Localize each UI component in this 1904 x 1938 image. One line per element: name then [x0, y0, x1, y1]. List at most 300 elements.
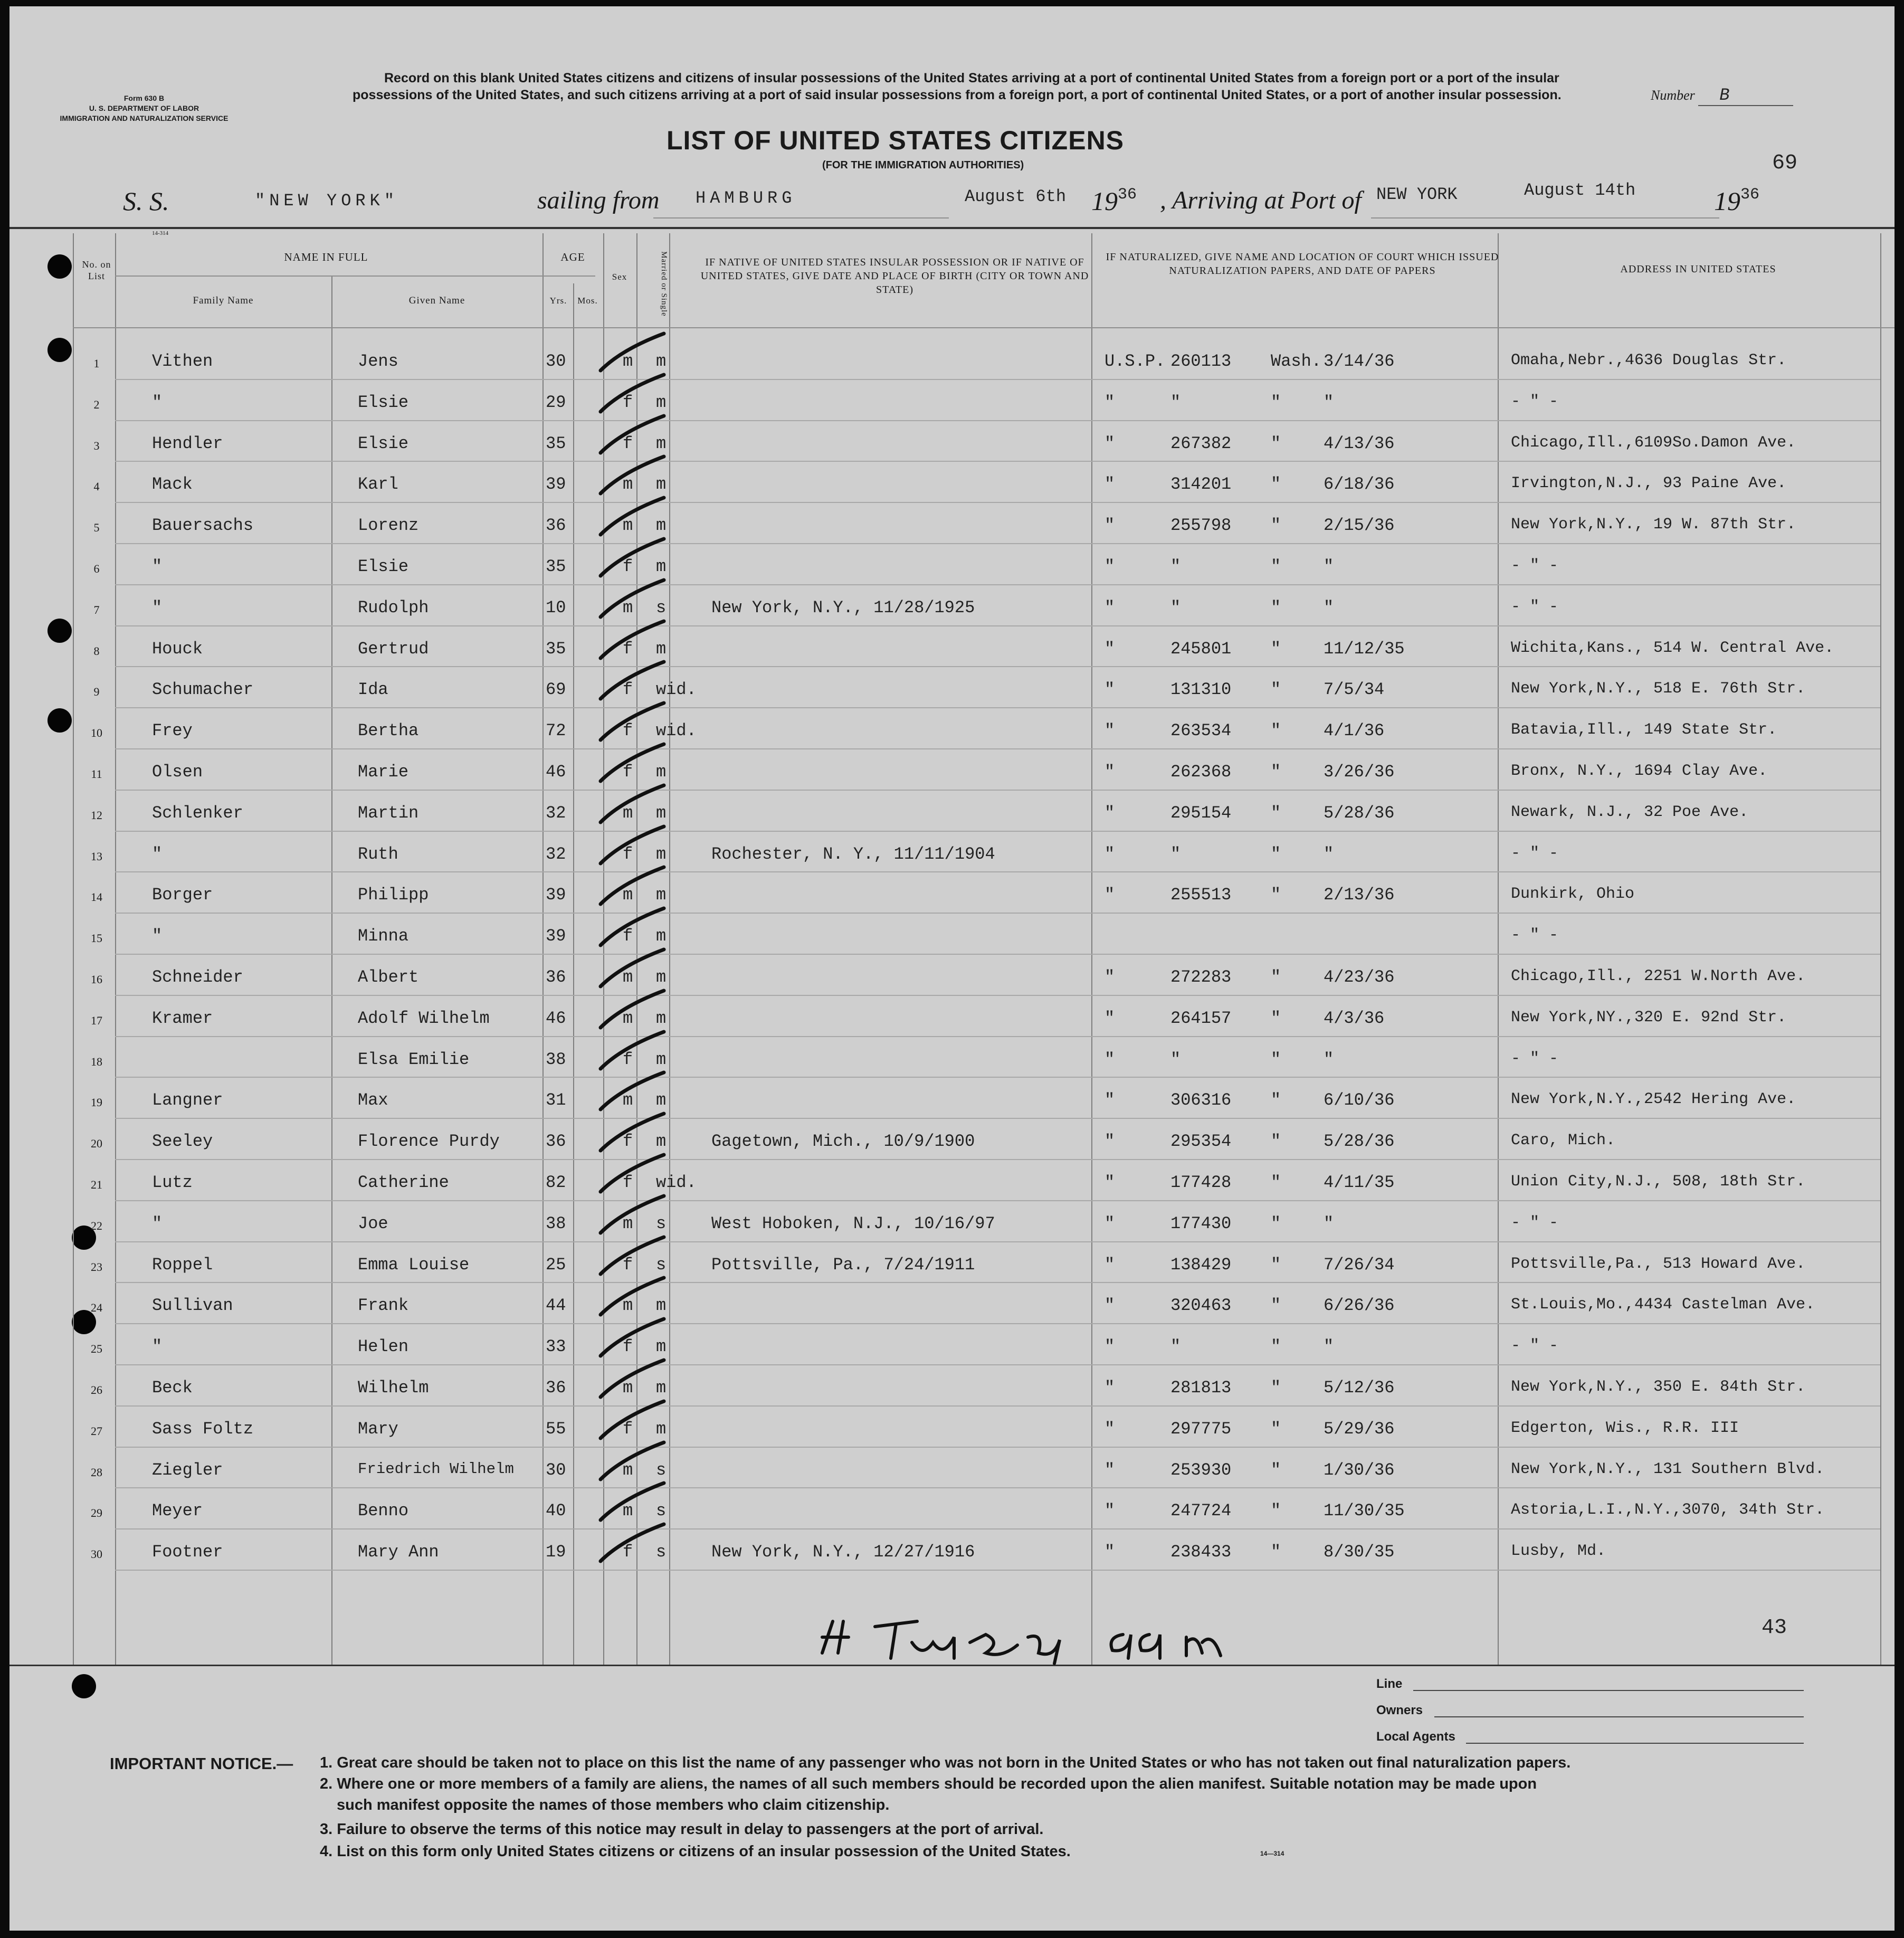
certificate-number: 314201: [1170, 474, 1232, 495]
family-name: ": [152, 1213, 163, 1233]
certificate-number: 253930: [1170, 1460, 1232, 1480]
table-row: [9, 1201, 1895, 1242]
sex: m: [623, 597, 633, 618]
court: ": [1105, 803, 1115, 823]
birth-place-date: Pottsville, Pa., 7/24/1911: [711, 1255, 975, 1275]
arrival-year: [1714, 186, 1759, 216]
check-mark-icon: [590, 492, 674, 540]
court: ": [1105, 1090, 1115, 1110]
court: ": [1105, 1419, 1115, 1439]
birth-place-date: Rochester, N. Y., 11/11/1904: [711, 844, 995, 864]
certificate-number: 263534: [1170, 721, 1232, 741]
given-name: Elsa Emilie: [358, 1049, 470, 1069]
family-name: Borger: [152, 885, 213, 905]
sex: f: [623, 1255, 633, 1275]
table-row: [9, 1324, 1895, 1365]
row-number: 20: [91, 1137, 102, 1151]
manifest-page: [9, 6, 1895, 1931]
row-number: 3: [93, 439, 100, 452]
certificate-number: 177428: [1170, 1173, 1232, 1192]
family-name: Lutz: [152, 1173, 193, 1192]
court: ": [1105, 680, 1115, 700]
family-name: Houck: [152, 639, 203, 659]
sex: f: [623, 557, 633, 576]
form-number: Form 630 B: [123, 94, 165, 102]
family-name: ": [152, 557, 163, 576]
given-name: Elsie: [358, 557, 409, 576]
sex: f: [623, 1542, 633, 1562]
table-row: [9, 996, 1895, 1037]
us-address: - " -: [1511, 1049, 1559, 1068]
col-header-birth: IF NATIVE OF UNITED STATES INSULAR POSSESSION OR IF NATIVE OF UNITED STATES, GIVE DATE AND PLACE OF BIRTH (CITY OR TOWN AND STATE): [700, 256, 1089, 296]
us-address: New York,NY.,320 E. 92nd Str.: [1511, 1008, 1787, 1027]
court-location: ": [1271, 516, 1281, 536]
sex: f: [623, 762, 633, 782]
age-years: 36: [546, 1378, 566, 1398]
court: U.S.P.: [1105, 352, 1166, 371]
court-location: ": [1271, 1213, 1281, 1233]
given-name: Max: [358, 1090, 388, 1110]
arrival-year-prefix: 19: [1714, 186, 1740, 216]
given-name: Mary: [358, 1419, 398, 1439]
court: ": [1105, 557, 1115, 576]
us-address: Bronx, N.Y., 1694 Clay Ave.: [1511, 762, 1768, 780]
row-number: 1: [93, 357, 100, 370]
check-mark-icon: [590, 369, 674, 417]
form-id-block: [60, 93, 229, 124]
page-subtitle: (FOR THE IMMIGRATION AUTHORITIES): [822, 159, 1024, 171]
given-name: Elsie: [358, 433, 409, 453]
check-mark-icon: [590, 575, 674, 622]
paper-date: 5/28/36: [1324, 1132, 1395, 1152]
family-name: Schneider: [152, 967, 243, 987]
paper-date: 4/23/36: [1324, 967, 1395, 987]
age-years: 30: [546, 1460, 566, 1480]
court: ": [1105, 433, 1115, 453]
paper-date: ": [1324, 557, 1334, 576]
paper-date: 11/30/35: [1324, 1501, 1405, 1521]
court-location: ": [1271, 1132, 1281, 1152]
court: ": [1105, 1132, 1115, 1152]
given-name: Lorenz: [358, 516, 419, 536]
age-years: 39: [546, 885, 566, 905]
row-number: 27: [91, 1424, 102, 1438]
table-row: [9, 749, 1895, 791]
marital-status: m: [656, 1049, 667, 1069]
family-name: Langner: [152, 1090, 223, 1110]
court: ": [1105, 474, 1115, 495]
sex: m: [623, 1090, 633, 1110]
given-name: Philipp: [358, 885, 429, 905]
us-address: Dunkirk, Ohio: [1511, 885, 1635, 904]
row-number: 26: [91, 1383, 102, 1396]
given-name: Minna: [358, 926, 409, 946]
sex: m: [623, 1008, 633, 1028]
us-address: - " -: [1511, 392, 1559, 411]
family-name: Bauersachs: [152, 516, 254, 536]
row-number: 22: [91, 1219, 102, 1232]
family-name: Schlenker: [152, 803, 243, 823]
notice-item: 4. List on this form only United States citizens or citizens of an insular possession of the United States.: [320, 1843, 1071, 1860]
col-header-name-in-full: NAME IN FULL: [284, 251, 368, 263]
sex: m: [623, 1213, 633, 1233]
birth-place-date: New York, N.Y., 11/28/1925: [711, 597, 975, 618]
marital-status: m: [656, 1008, 667, 1028]
col-header-age: AGE: [560, 251, 585, 263]
us-address: New York,N.Y., 350 E. 84th Str.: [1511, 1378, 1806, 1396]
table-row: [9, 1530, 1895, 1571]
sailing-year-prefix: 19: [1091, 186, 1118, 216]
given-name: Elsie: [358, 392, 409, 412]
check-mark-icon: [590, 821, 674, 869]
court-location: ": [1271, 1542, 1281, 1562]
court: ": [1105, 597, 1115, 618]
court-location: ": [1271, 392, 1281, 412]
marital-status: m: [656, 433, 667, 453]
court: ": [1105, 721, 1115, 741]
row-number: 29: [91, 1506, 102, 1520]
ss-label: S. S.: [123, 186, 169, 216]
table-row: [9, 1365, 1895, 1407]
sex: m: [623, 1501, 633, 1521]
voyage-underline: [1371, 217, 1719, 218]
court: ": [1105, 1337, 1115, 1357]
sex: m: [623, 885, 633, 905]
family-name: Ziegler: [152, 1460, 223, 1480]
court-location: ": [1271, 803, 1281, 823]
table-row: [9, 708, 1895, 749]
sailing-label: sailing from: [537, 186, 660, 214]
paper-date: 8/30/35: [1324, 1542, 1395, 1562]
row-number: 14: [91, 890, 102, 904]
family-name: Footner: [152, 1542, 223, 1562]
court: ": [1105, 967, 1115, 987]
check-mark-icon: [590, 1437, 674, 1485]
sex: f: [623, 844, 633, 864]
marital-status: wid.: [656, 680, 697, 700]
age-years: 40: [546, 1501, 566, 1521]
page-number: 69: [1772, 151, 1798, 175]
court-location: ": [1271, 474, 1281, 495]
family-name: ": [152, 597, 163, 618]
age-years: 38: [546, 1213, 566, 1233]
certificate-number: 267382: [1170, 433, 1232, 453]
footer-code: 14—314: [1260, 1850, 1284, 1857]
notice-item: 3. Failure to observe the terms of this notice may result in delay to passengers at the port of arrival.: [320, 1821, 1044, 1838]
age-years: 19: [546, 1542, 566, 1562]
marital-status: m: [656, 474, 667, 495]
paper-date: ": [1324, 392, 1334, 412]
table-row: [9, 380, 1895, 421]
court-location: ": [1271, 1419, 1281, 1439]
table-row: [9, 544, 1895, 585]
family-name: Sullivan: [152, 1296, 233, 1316]
table-row: [9, 1242, 1895, 1284]
number-field: [1651, 86, 1793, 106]
check-mark-icon: [590, 1314, 674, 1361]
court: ": [1105, 1008, 1115, 1028]
family-name: Frey: [152, 721, 193, 741]
given-name: Mary Ann: [358, 1542, 439, 1562]
court: ": [1105, 516, 1115, 536]
court: ": [1105, 392, 1115, 412]
paper-date: 2/13/36: [1324, 885, 1395, 905]
sailing-year: [1091, 186, 1137, 216]
us-address: Astoria,L.I.,N.Y.,3070, 34th Str.: [1511, 1501, 1825, 1519]
us-address: St.Louis,Mo.,4434 Castelman Ave.: [1511, 1296, 1815, 1314]
check-mark-icon: [590, 739, 674, 786]
sex: m: [623, 1378, 633, 1398]
given-name: Jens: [358, 352, 398, 371]
paper-date: ": [1324, 597, 1334, 618]
certificate-number: ": [1170, 1337, 1181, 1357]
paper-date: 4/13/36: [1324, 433, 1395, 453]
marital-status: s: [656, 597, 667, 618]
age-years: 32: [546, 844, 566, 864]
family-name: Mack: [152, 474, 193, 495]
age-years: 35: [546, 557, 566, 576]
row-number: 10: [91, 726, 102, 740]
age-years: 39: [546, 926, 566, 946]
sex: m: [623, 352, 633, 371]
check-mark-icon: [590, 698, 674, 745]
us-address: Irvington,N.J., 93 Paine Ave.: [1511, 474, 1787, 493]
paper-date: 5/29/36: [1324, 1419, 1395, 1439]
court-location: ": [1271, 967, 1281, 987]
court: ": [1105, 1542, 1115, 1562]
certificate-number: 281813: [1170, 1378, 1232, 1398]
court-location: ": [1271, 597, 1281, 618]
check-mark-icon: [590, 657, 674, 704]
us-address: - " -: [1511, 597, 1559, 616]
paper-date: ": [1324, 1213, 1334, 1233]
court: ": [1105, 1255, 1115, 1275]
family-name: Kramer: [152, 1008, 213, 1028]
table-row: [9, 1283, 1895, 1324]
paper-date: 11/12/35: [1324, 639, 1405, 659]
row-number: 25: [91, 1342, 102, 1356]
given-name: Bertha: [358, 721, 419, 741]
table-row: [9, 955, 1895, 996]
court-location: ": [1271, 721, 1281, 741]
row-number: 4: [93, 480, 100, 493]
table-row: [9, 667, 1895, 708]
age-years: 35: [546, 639, 566, 659]
age-years: 30: [546, 352, 566, 371]
court-location: ": [1271, 1501, 1281, 1521]
given-name: Catherine: [358, 1173, 449, 1192]
certificate-number: 238433: [1170, 1542, 1232, 1562]
us-address: New York,N.Y.,2542 Hering Ave.: [1511, 1090, 1796, 1109]
sex: m: [623, 1296, 633, 1316]
age-years: 38: [546, 1049, 566, 1069]
us-address: Chicago,Ill., 2251 W.North Ave.: [1511, 967, 1806, 985]
row-number: 6: [93, 562, 100, 575]
age-years: 44: [546, 1296, 566, 1316]
marital-status: m: [656, 762, 667, 782]
check-mark-icon: [590, 616, 674, 663]
certificate-number: 131310: [1170, 680, 1232, 700]
col-header-given: Given Name: [408, 295, 465, 306]
age-years: 46: [546, 762, 566, 782]
given-name: Adolf Wilhelm: [358, 1008, 490, 1028]
col-header-yrs: Yrs.: [549, 296, 567, 306]
row-number: 23: [91, 1260, 102, 1274]
sailing-year-value: 36: [1118, 186, 1137, 204]
notice-heading: IMPORTANT NOTICE.—: [110, 1754, 293, 1773]
certificate-number: ": [1170, 597, 1181, 618]
certificate-number: ": [1170, 557, 1181, 576]
check-mark-icon: [590, 328, 674, 376]
paper-date: 6/18/36: [1324, 474, 1395, 495]
col-header-address: ADDRESS IN UNITED STATES: [1620, 263, 1776, 275]
row-number: 18: [91, 1054, 102, 1068]
paper-date: ": [1324, 1049, 1334, 1069]
agents-label: Local Agents: [1376, 1730, 1455, 1744]
row-number: 11: [91, 767, 102, 781]
given-name: Karl: [358, 474, 398, 495]
paper-date: 5/12/36: [1324, 1378, 1395, 1398]
col-header-sex: Sex: [612, 272, 627, 282]
us-address: Newark, N.J., 32 Poe Ave.: [1511, 803, 1749, 821]
print-code: 14-314: [152, 230, 169, 236]
check-mark-icon: [590, 780, 674, 828]
certificate-number: 247724: [1170, 1501, 1232, 1521]
paper-date: 4/3/36: [1324, 1008, 1385, 1028]
table-row: [9, 1119, 1895, 1160]
family-name: Beck: [152, 1378, 193, 1398]
us-address: Batavia,Ill., 149 State Str.: [1511, 721, 1777, 739]
paper-date: 7/5/34: [1324, 680, 1385, 700]
check-mark-icon: [590, 1355, 674, 1402]
sex: f: [623, 1419, 633, 1439]
certificate-number: 295354: [1170, 1132, 1232, 1152]
paper-date: 4/11/35: [1324, 1173, 1395, 1192]
certificate-number: ": [1170, 844, 1181, 864]
given-name: Joe: [358, 1213, 388, 1233]
marital-status: s: [656, 1255, 667, 1275]
line-label: Line: [1376, 1677, 1403, 1691]
birth-place-date: Gagetown, Mich., 10/9/1900: [711, 1132, 975, 1152]
row-number: 19: [91, 1096, 102, 1109]
row-number: 5: [93, 521, 100, 535]
sailing-from: HAMBURG: [696, 188, 796, 208]
age-years: 35: [546, 433, 566, 453]
age-years: 69: [546, 680, 566, 700]
age-years: 36: [546, 1132, 566, 1152]
table-row: [9, 585, 1895, 626]
page-title: LIST OF UNITED STATES CITIZENS: [667, 126, 1125, 155]
owners-field: [1434, 1716, 1804, 1717]
marital-status: wid.: [656, 1173, 697, 1192]
check-mark-icon: [590, 1478, 674, 1525]
court: ": [1105, 639, 1115, 659]
age-years: 36: [546, 516, 566, 536]
us-address: Caro, Mich.: [1511, 1132, 1616, 1150]
court: ": [1105, 844, 1115, 864]
signature-scrawl-icon: [812, 1606, 1223, 1669]
certificate-number: 262368: [1170, 762, 1232, 782]
row-number: 21: [91, 1178, 102, 1191]
marital-status: m: [656, 803, 667, 823]
table-row: [9, 421, 1895, 462]
table-row: [9, 872, 1895, 914]
court-location: ": [1271, 1008, 1281, 1028]
paper-date: 3/26/36: [1324, 762, 1395, 782]
col-header-no: No. on List: [82, 259, 111, 281]
sex: f: [623, 1173, 633, 1192]
table-row: [9, 1160, 1895, 1201]
family-name: Olsen: [152, 762, 203, 782]
court: ": [1105, 1378, 1115, 1398]
age-years: 82: [546, 1173, 566, 1192]
row-rule: [115, 1570, 1880, 1571]
paper-date: 1/30/36: [1324, 1460, 1395, 1480]
given-name: Friedrich Wilhelm: [358, 1460, 514, 1478]
header-bottom-rule: [73, 327, 1895, 328]
family-name: Sass Foltz: [152, 1419, 254, 1439]
table-row: [9, 1488, 1895, 1530]
row-number: 28: [91, 1465, 102, 1479]
court: ": [1105, 1173, 1115, 1192]
sex: m: [623, 1460, 633, 1480]
number-label: Number: [1651, 88, 1695, 103]
family-name: ": [152, 1337, 163, 1357]
marital-status: m: [656, 516, 667, 536]
check-mark-icon: [590, 862, 674, 909]
agents-field: [1466, 1743, 1804, 1744]
us-address: New York,N.Y., 518 E. 76th Str.: [1511, 680, 1806, 698]
court-location: ": [1271, 1090, 1281, 1110]
given-name: Ruth: [358, 844, 398, 864]
check-mark-icon: [590, 1191, 674, 1238]
age-years: 55: [546, 1419, 566, 1439]
check-mark-icon: [590, 1067, 674, 1115]
table-row: [9, 339, 1895, 380]
name-header-rule: [115, 276, 595, 277]
given-name: Albert: [358, 967, 419, 987]
sex: m: [623, 474, 633, 495]
arriving-label: , Arriving at Port of: [1160, 186, 1362, 214]
check-mark-icon: [590, 903, 674, 951]
table-row: [9, 626, 1895, 668]
age-years: 36: [546, 967, 566, 987]
us-address: Lusby, Md.: [1511, 1542, 1606, 1561]
court-location: ": [1271, 1049, 1281, 1069]
check-mark-icon: [590, 1232, 674, 1279]
certificate-number: 138429: [1170, 1255, 1232, 1275]
certificate-number: 260113: [1170, 352, 1232, 371]
court: ": [1105, 885, 1115, 905]
voyage-underline: [653, 217, 949, 218]
certificate-number: 177430: [1170, 1213, 1232, 1233]
marital-status: m: [656, 392, 667, 412]
family-name: Hendler: [152, 433, 223, 453]
table-row: [9, 462, 1895, 503]
owners-label: Owners: [1376, 1703, 1423, 1717]
ship-name: "NEW YORK": [255, 191, 399, 211]
row-number: 16: [91, 973, 102, 986]
marital-status: wid.: [656, 721, 697, 741]
form-service: IMMIGRATION AND NATURALIZATION SERVICE: [60, 114, 229, 122]
certificate-number: 320463: [1170, 1296, 1232, 1316]
sex: m: [623, 967, 633, 987]
total-count: 43: [1762, 1616, 1787, 1640]
certificate-number: 255513: [1170, 885, 1232, 905]
birth-place-date: New York, N.Y., 12/27/1916: [711, 1542, 975, 1562]
paper-date: ": [1324, 1337, 1334, 1357]
age-years: 39: [546, 474, 566, 495]
